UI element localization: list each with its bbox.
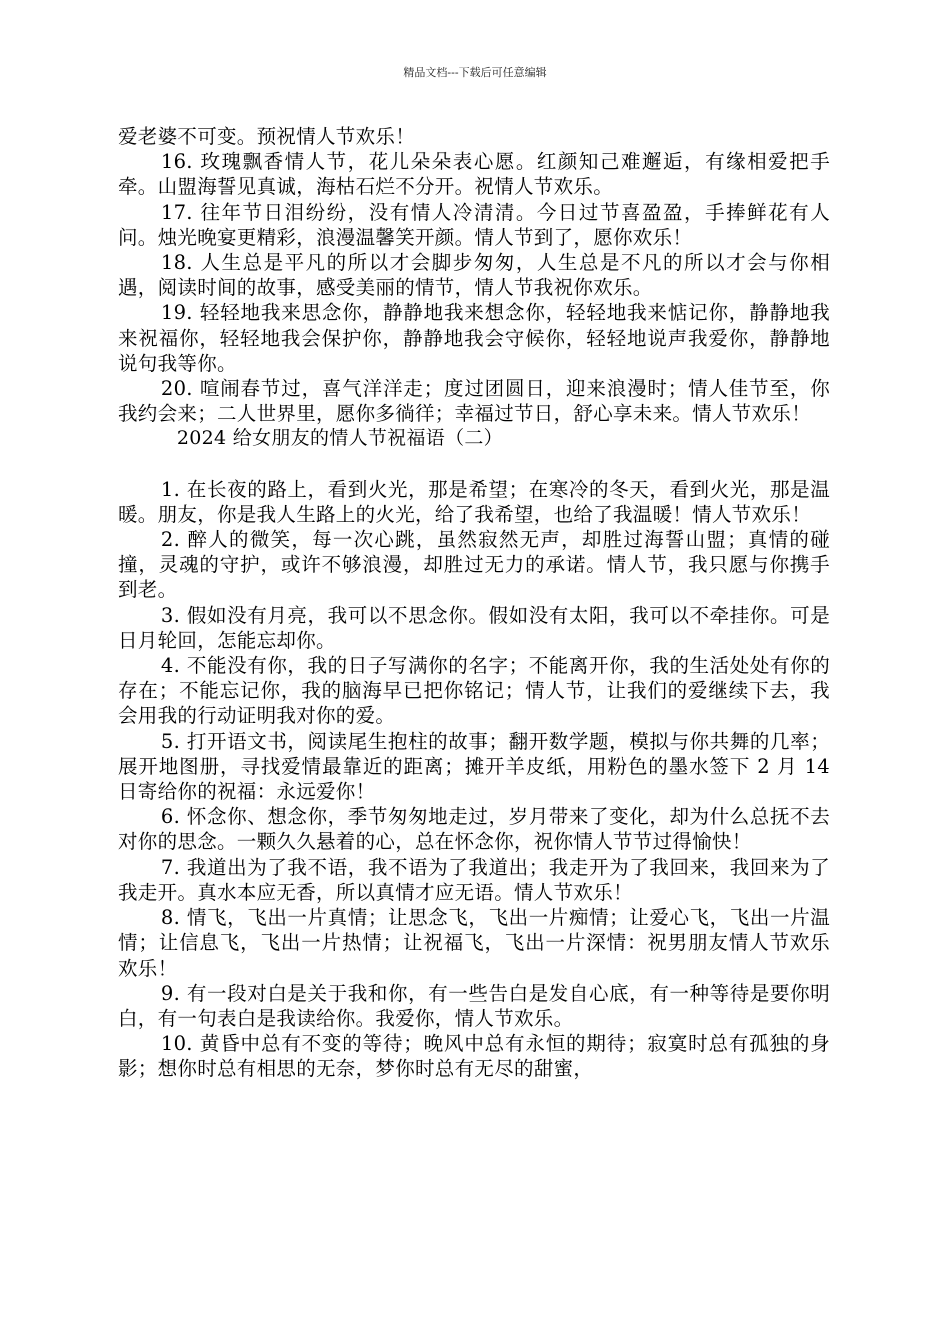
list-item-10: 10. 黄昏中总有不变的等待；晚风中总有永恒的期待；寂寞时总有孤独的身影；想你时总有相思的无奈，梦你时总有无尽的甜蜜， — [118, 1032, 830, 1081]
page-header: 精品文档---下载后可任意编辑 — [403, 66, 547, 79]
list-item-5: 5. 打开语文书，阅读尾生抱柱的故事；翻开数学题，模拟与你共舞的几率；展开地图册，寻找爱情最靠近的距离；摊开羊皮纸，用粉色的墨水签下 2 月 14 日寄给你的祝福：永远爱你！ — [118, 729, 830, 804]
list-item-20: 20. 喧闹春节过，喜气洋洋走；度过团圆日，迎来浪漫时；情人佳节至，你我约会来；二人世界里，愿你多徜徉；幸福过节日，舒心享未来。情人节欢乐！ — [118, 377, 830, 426]
list-item-2: 2. 醉人的微笑，每一次心跳，虽然寂然无声，却胜过海誓山盟；真情的碰撞，灵魂的守护，或许不够浪漫，却胜过无力的承诺。情人节，我只愿与你携手到老。 — [118, 528, 830, 602]
list-item-8: 8. 情飞，飞出一片真情；让思念飞，飞出一片痴情；让爱心飞，飞出一片温情；让信息飞，飞出一片热情；让祝福飞，飞出一片深情：祝男朋友情人节欢乐欢乐！ — [118, 906, 830, 980]
list-item-7: 7. 我道出为了我不语，我不语为了我道出；我走开为了我回来，我回来为了我走开。真水本应无香，所以真情才应无语。情人节欢乐！ — [118, 855, 830, 904]
paragraph-continuation: 爱老婆不可变。预祝情人节欢乐！ — [118, 125, 416, 148]
list-item-17: 17. 往年节日泪纷纷，没有情人冷清清。今日过节喜盈盈，手捧鲜花有人问。烛光晚宴更精彩，浪漫温馨笑开颜。情人节到了，愿你欢乐！ — [118, 200, 830, 249]
list-item-16: 16. 玫瑰飘香情人节，花儿朵朵表心愿。红颜知己难邂逅，有缘相爱把手牵。山盟海誓见真诚，海枯石烂不分开。祝情人节欢乐。 — [118, 150, 830, 199]
document-body — [118, 124, 830, 1082]
list-item-4: 4. 不能没有你，我的日子写满你的名字；不能离开你，我的生活处处有你的存在；不能忘记你，我的脑海早已把你铭记；情人节，让我们的爱继续下去，我会用我的行动证明我对你的爱。 — [118, 654, 830, 728]
list-item-19: 19. 轻轻地我来思念你，静静地我来想念你，轻轻地我来惦记你，静静地我来祝福你，轻轻地我会保护你，静静地我会守候你，轻轻地说声我爱你，静静地说句我等你。 — [118, 301, 830, 375]
blank-line — [118, 452, 830, 477]
list-item-18: 18. 人生总是平凡的所以才会脚步匆匆，人生总是不凡的所以才会与你相遇，阅读时间的故事，感受美丽的情节，情人节我祝你欢乐。 — [118, 251, 830, 300]
list-item-3: 3. 假如没有月亮，我可以不思念你。假如没有太阳，我可以不牵挂你。可是日月轮回，怎能忘却你。 — [118, 603, 830, 652]
list-item-1: 1. 在长夜的路上，看到火光，那是希望；在寒冷的冬天，看到火光，那是温暖。朋友，你是我人生路上的火光，给了我希望，也给了我温暖！情人节欢乐！ — [118, 477, 830, 526]
list-item-9: 9. 有一段对白是关于我和你，有一些告白是发自心底，有一种等待是要你明白，有一句表白是我读给你。我爱你，情人节欢乐。 — [118, 981, 830, 1030]
list-item-6: 6. 怀念你、想念你，季节匆匆地走过，岁月带来了变化，却为什么总抚不去对你的思念。一颗久久悬着的心，总在怀念你，祝你情人节节过得愉快！ — [118, 805, 830, 854]
section-heading: 2024 给女朋友的情人节祝福语（二） — [176, 427, 503, 450]
